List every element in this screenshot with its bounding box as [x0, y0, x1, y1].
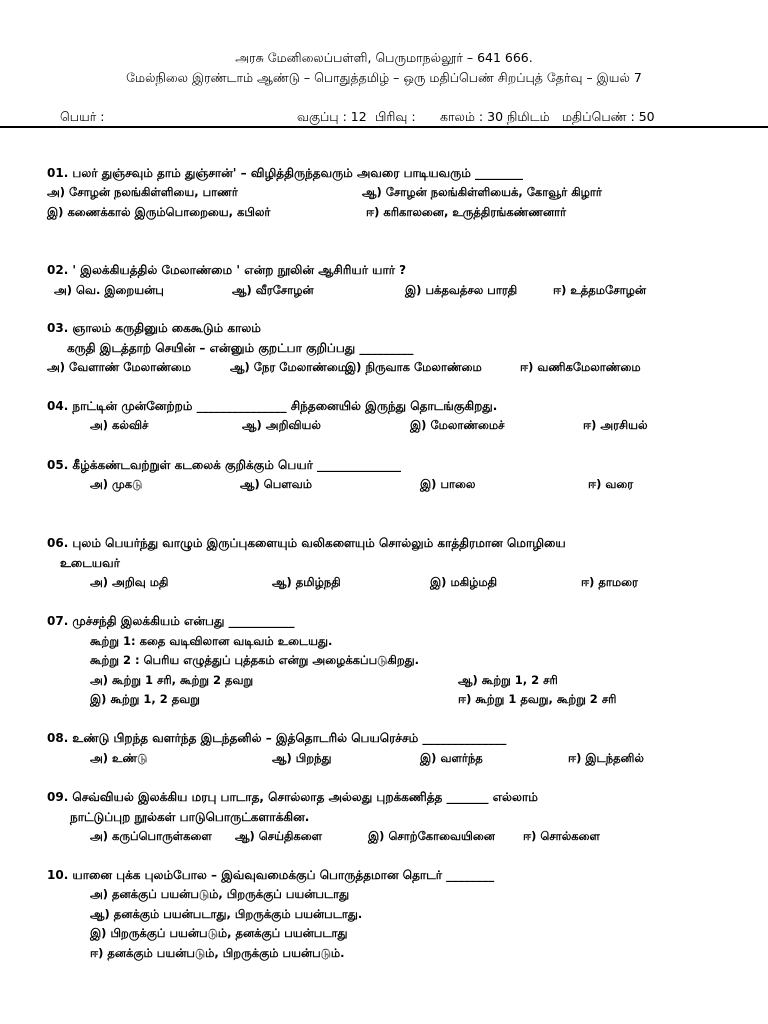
class-label: வகுப்பு : 12: [297, 109, 367, 124]
question-10: 10. யானை புக்க புலம்போல – இவ்வுவமைக்குப் பொருத்தமான தொடர் ________: [47, 868, 495, 882]
question-6: 06. புலம் பெயர்ந்து வாழும் இருப்புகளையும் வலிகளையும் சொல்லும் காத்திரமான மொழியை: [47, 536, 566, 550]
q2-option-d: ஈ) உத்தமசோழன்: [553, 283, 646, 297]
q9-option-a: அ) கருப்பொருள்களை: [90, 829, 212, 843]
q8-option-a: அ) உண்டு: [90, 751, 148, 765]
q7-option-c: இ) கூற்று 1, 2 தவறு: [90, 692, 200, 706]
q8-option-b: ஆ) பிறந்து: [272, 751, 332, 765]
q7-statement-1: கூற்று 1: கதை வடிவிலான வடிவம் உடையது.: [90, 634, 333, 648]
q4-option-d: ஈ) அரசியல்: [583, 418, 648, 432]
q2-option-c: இ) பக்தவத்சல பாரதி: [405, 283, 518, 297]
q8-option-c: இ) வளர்ந்த: [420, 751, 483, 765]
q2-option-a: அ) வெ. இறையன்பு: [54, 283, 164, 297]
q5-option-b: ஆ) பௌவம்: [240, 477, 312, 491]
q3-option-c: இ) நிருவாக மேலாண்மை: [345, 360, 482, 374]
q2-option-b: ஆ) வீரசோழன்: [232, 283, 314, 297]
header-divider: [0, 126, 768, 128]
question-6-line-2: உடையவர்: [60, 556, 120, 570]
q6-option-b: ஆ) தமிழ்நதி: [272, 575, 341, 589]
question-4: 04. நாட்டின் முன்னேற்றம் _______________ சிந்தனையில் இருந்து தொடங்குகிறது.: [47, 399, 498, 413]
q1-option-c: இ) கணைக்கால் இரும்பொறையை, கபிலர்: [47, 205, 271, 219]
q8-option-d: ஈ) இடந்தனில்: [568, 751, 644, 765]
q10-option-a: அ) தனக்குப் பயன்படும், பிறருக்குப் பயன்படாது: [90, 887, 350, 901]
question-3-line-2: கருதி இடத்தாற் செயின் – என்னும் குறட்பா குறிப்பது _________: [67, 341, 414, 355]
question-5: 05. கீழ்க்கண்டவற்றுள் கடலைக் குறிக்கும் பெயர் ______________: [47, 458, 402, 472]
q4-option-b: ஆ) அறிவியல்: [242, 418, 321, 432]
q7-statement-2: கூற்று 2 : பெரிய எழுத்துப் புத்தகம் என்று அழைக்கப்படுகிறது.: [90, 653, 420, 667]
q3-option-b: ஆ) நேர மேலாண்மை: [230, 360, 348, 374]
question-9-line-2: நாட்டுப்புற நூல்கள் பாடுபொருட்களாக்கின.: [70, 810, 310, 824]
q6-option-a: அ) அறிவு மதி: [90, 575, 169, 589]
question-7: 07. முச்சந்தி இலக்கியம் என்பது ___________: [47, 614, 295, 628]
question-9: 09. செவ்வியல் இலக்கிய மரபு பாடாத, சொல்லாத அல்லது புறக்கணித்த _______ எல்லாம்: [47, 790, 538, 804]
q10-option-c: இ) பிறருக்குப் பயன்படும், தனக்குப் பயன்படாது: [90, 926, 348, 940]
q1-option-a: அ) சோழன் நலங்கிள்ளியை, பாணர்: [47, 185, 238, 199]
q9-option-b: ஆ) செய்திகளை: [235, 829, 323, 843]
q7-option-a: அ) கூற்று 1 சரி, கூற்று 2 தவறு: [90, 673, 254, 687]
q10-option-b: ஆ) தனக்கும் பயன்படாது, பிறருக்கும் பயன்படாது.: [90, 907, 363, 921]
q5-option-a: அ) முகடு: [90, 477, 143, 491]
q6-option-d: ஈ) தாமரை: [581, 575, 638, 589]
time-label: காலம் : 30 நிமிடம்: [440, 109, 550, 124]
q5-option-c: இ) பாலை: [420, 477, 476, 491]
q1-option-b: ஆ) சோழன் நலங்கிள்ளியைக், கோவூர் கிழார்: [362, 185, 602, 199]
q3-option-d: ஈ) வணிகமேலாண்மை: [520, 360, 641, 374]
q4-option-a: அ) கல்விச்: [90, 418, 149, 432]
question-3: 03. ஞாலம் கருதினும் கைகூடும் காலம்: [47, 321, 261, 335]
school-name: அரசு மேனிலைப்பள்ளி, பெருமாநல்லூர் – 641 666.: [235, 50, 533, 65]
q10-option-d: ஈ) தனக்கும் பயன்படும், பிறருக்கும் பயன்படும்.: [90, 946, 345, 960]
q3-option-a: அ) வேளாண் மேலாண்மை: [47, 360, 191, 374]
question-2: 02. ' இலக்கியத்தில் மேலாண்மை ' என்ற நூலின் ஆசிரியர் யார் ?: [47, 263, 407, 277]
question-8: 08. உண்டு பிறந்த வளர்ந்த இடந்தனில் – இத்தொடரில் பெயரெச்சம் ______________: [47, 731, 507, 745]
q7-option-b: ஆ) கூற்று 1, 2 சரி: [458, 673, 558, 687]
q9-option-c: இ) சொற்கோவையினை: [368, 829, 495, 843]
q6-option-c: இ) மகிழ்மதி: [430, 575, 498, 589]
section-label: பிரிவு :: [375, 109, 416, 124]
question-1: 01. பலர் துஞ்சவும் தாம் துஞ்சான்' – விழித்திருந்தவரும் அவரை பாடியவரும் ________: [47, 166, 524, 180]
marks-label: மதிப்பெண் : 50: [562, 109, 655, 124]
name-label: பெயர் :: [60, 109, 105, 124]
exam-title: மேல்நிலை இரண்டாம் ஆண்டு – பொதுத்தமிழ் – ஒரு மதிப்பெண் சிறப்புத் தேர்வு – இயல் 7: [126, 70, 642, 85]
q4-option-c: இ) மேலாண்மைச்: [410, 418, 505, 432]
q9-option-d: ஈ) சொல்களை: [523, 829, 600, 843]
q7-option-d: ஈ) கூற்று 1 தவறு, கூற்று 2 சரி: [458, 692, 617, 706]
q5-option-d: ஈ) வரை: [588, 477, 634, 491]
q1-option-d: ஈ) கரிகாலனை, உருத்திரங்கண்ணனார்: [366, 205, 567, 219]
